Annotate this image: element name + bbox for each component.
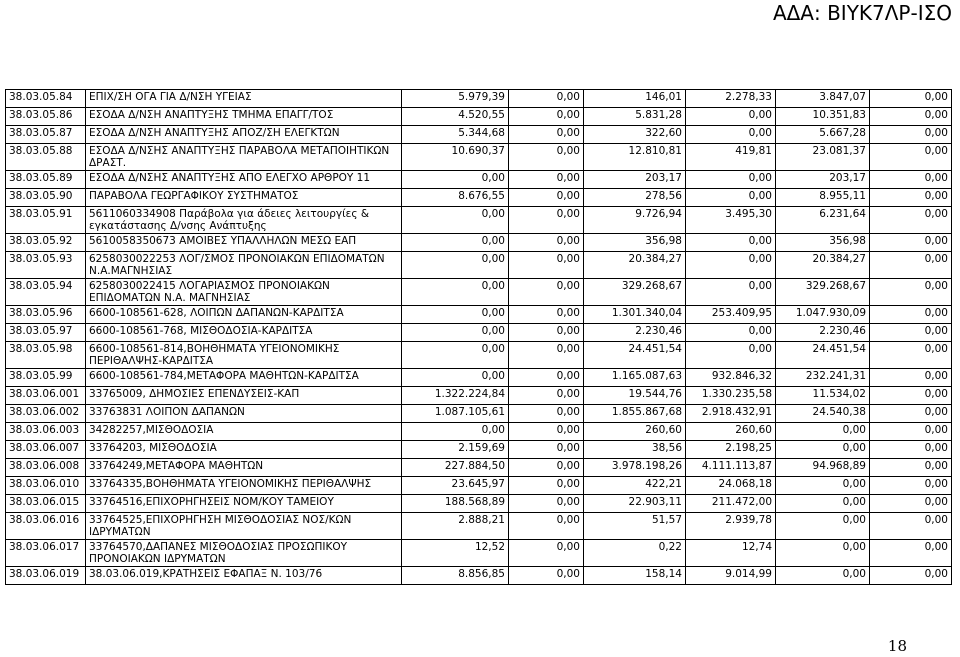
remainder-cell: 0,00 bbox=[870, 108, 952, 126]
opening-balance-cell: 0,00 bbox=[402, 342, 509, 369]
accounts-table-body bbox=[6, 90, 952, 585]
closing-balance-cell: 2.230,46 bbox=[776, 324, 870, 342]
debit-2-cell: 0,00 bbox=[686, 324, 776, 342]
remainder-cell: 0,00 bbox=[870, 126, 952, 144]
table-row bbox=[6, 540, 952, 567]
description-cell: 38.03.06.019,ΚΡΑΤΗΣΕΙΣ ΕΦΑΠΑΞ Ν. 103/76 bbox=[86, 567, 402, 585]
accounts-table-container bbox=[5, 89, 951, 585]
description-cell: 6258030022415 ΛΟΓΑΡΙΑΣΜΟΣ ΠΡΟΝΟΙΑΚΩΝ ΕΠΙΔΟΜΑΤΩΝ Ν.Α. ΜΑΓΝΗΣΙΑΣ bbox=[86, 279, 402, 306]
remainder-cell: 0,00 bbox=[870, 459, 952, 477]
remainder-cell: 0,00 bbox=[870, 441, 952, 459]
closing-balance-cell: 0,00 bbox=[776, 513, 870, 540]
remainder-cell: 0,00 bbox=[870, 369, 952, 387]
remainder-cell: 0,00 bbox=[870, 252, 952, 279]
debit-2-cell: 932.846,32 bbox=[686, 369, 776, 387]
description-cell: 5610058350673 ΑΜΟΙΒΕΣ ΥΠΑΛΛΗΛΩΝ ΜΕΣΩ ΕΑΠ bbox=[86, 234, 402, 252]
closing-balance-cell: 0,00 bbox=[776, 441, 870, 459]
remainder-cell: 0,00 bbox=[870, 387, 952, 405]
table-row bbox=[6, 144, 952, 171]
credit-1-cell: 22.903,11 bbox=[584, 495, 686, 513]
debit-2-cell: 0,00 bbox=[686, 189, 776, 207]
opening-balance-cell: 0,00 bbox=[402, 171, 509, 189]
table-row bbox=[6, 477, 952, 495]
closing-balance-cell: 24.540,38 bbox=[776, 405, 870, 423]
account-code-cell: 38.03.05.92 bbox=[6, 234, 86, 252]
description-cell: ΕΣΟΔΑ Δ/ΝΣΗ ΑΝΑΠΤΥΞΗΣ ΑΠΟΖ/ΣΗ ΕΛΕΓΚΤΩΝ bbox=[86, 126, 402, 144]
debit-1-cell: 0,00 bbox=[509, 387, 584, 405]
account-code-cell: 38.03.06.016 bbox=[6, 513, 86, 540]
opening-balance-cell: 4.520,55 bbox=[402, 108, 509, 126]
table-row bbox=[6, 423, 952, 441]
debit-1-cell: 0,00 bbox=[509, 513, 584, 540]
opening-balance-cell: 227.884,50 bbox=[402, 459, 509, 477]
closing-balance-cell: 0,00 bbox=[776, 540, 870, 567]
opening-balance-cell: 188.568,89 bbox=[402, 495, 509, 513]
debit-1-cell: 0,00 bbox=[509, 540, 584, 567]
account-code-cell: 38.03.06.010 bbox=[6, 477, 86, 495]
description-cell: 5611060334908 Παράβολα για άδειες λειτουργίες & εγκατάστασης Δ/νσης Ανάπτυξης bbox=[86, 207, 402, 234]
table-row bbox=[6, 252, 952, 279]
debit-1-cell: 0,00 bbox=[509, 171, 584, 189]
description-cell: 33763831 ΛΟΙΠΟΝ ΔΑΠΑΝΩΝ bbox=[86, 405, 402, 423]
remainder-cell: 0,00 bbox=[870, 495, 952, 513]
table-row bbox=[6, 441, 952, 459]
accounts-table bbox=[5, 89, 952, 585]
remainder-cell: 0,00 bbox=[870, 306, 952, 324]
debit-1-cell: 0,00 bbox=[509, 234, 584, 252]
opening-balance-cell: 1.322.224,84 bbox=[402, 387, 509, 405]
closing-balance-cell: 3.847,07 bbox=[776, 90, 870, 108]
description-cell: ΕΣΟΔΑ Δ/ΝΣΗΣ ΑΝΑΠΤΥΞΗΣ ΠΑΡΑΒΟΛΑ ΜΕΤΑΠΟΙΗΤΙΚΩΝ ΔΡΑΣΤ. bbox=[86, 144, 402, 171]
description-cell: ΠΑΡΑΒΟΛΑ ΓΕΩΡΓΑΦΙΚΟΥ ΣΥΣΤΗΜΑΤΟΣ bbox=[86, 189, 402, 207]
credit-1-cell: 5.831,28 bbox=[584, 108, 686, 126]
credit-1-cell: 9.726,94 bbox=[584, 207, 686, 234]
credit-1-cell: 356,98 bbox=[584, 234, 686, 252]
opening-balance-cell: 0,00 bbox=[402, 234, 509, 252]
remainder-cell: 0,00 bbox=[870, 342, 952, 369]
closing-balance-cell: 0,00 bbox=[776, 477, 870, 495]
credit-1-cell: 19.544,76 bbox=[584, 387, 686, 405]
opening-balance-cell: 10.690,37 bbox=[402, 144, 509, 171]
description-cell: ΕΠΙΧ/ΣΗ ΟΓΑ ΓΙΑ Δ/ΝΣΗ ΥΓΕΙΑΣ bbox=[86, 90, 402, 108]
debit-1-cell: 0,00 bbox=[509, 495, 584, 513]
debit-1-cell: 0,00 bbox=[509, 405, 584, 423]
debit-2-cell: 0,00 bbox=[686, 126, 776, 144]
account-code-cell: 38.03.06.019 bbox=[6, 567, 86, 585]
debit-1-cell: 0,00 bbox=[509, 189, 584, 207]
table-row bbox=[6, 306, 952, 324]
closing-balance-cell: 356,98 bbox=[776, 234, 870, 252]
account-code-cell: 38.03.05.87 bbox=[6, 126, 86, 144]
debit-2-cell: 0,00 bbox=[686, 279, 776, 306]
debit-2-cell: 4.111.113,87 bbox=[686, 459, 776, 477]
table-row bbox=[6, 90, 952, 108]
closing-balance-cell: 1.047.930,09 bbox=[776, 306, 870, 324]
account-code-cell: 38.03.06.002 bbox=[6, 405, 86, 423]
debit-2-cell: 0,00 bbox=[686, 342, 776, 369]
account-code-cell: 38.03.05.96 bbox=[6, 306, 86, 324]
credit-1-cell: 278,56 bbox=[584, 189, 686, 207]
table-row bbox=[6, 108, 952, 126]
description-cell: 33764516,ΕΠΙΧΟΡΗΓΗΣΕΙΣ ΝΟΜ/ΚΟΥ ΤΑΜΕΙΟΥ bbox=[86, 495, 402, 513]
debit-2-cell: 2.918.432,91 bbox=[686, 405, 776, 423]
opening-balance-cell: 0,00 bbox=[402, 423, 509, 441]
debit-1-cell: 0,00 bbox=[509, 441, 584, 459]
table-row bbox=[6, 207, 952, 234]
credit-1-cell: 422,21 bbox=[584, 477, 686, 495]
debit-1-cell: 0,00 bbox=[509, 324, 584, 342]
debit-1-cell: 0,00 bbox=[509, 369, 584, 387]
credit-1-cell: 1.855.867,68 bbox=[584, 405, 686, 423]
opening-balance-cell: 23.645,97 bbox=[402, 477, 509, 495]
closing-balance-cell: 94.968,89 bbox=[776, 459, 870, 477]
description-cell: ΕΣΟΔΑ Δ/ΝΣΗΣ ΑΝΑΠΤΥΞΗΣ ΑΠΟ ΕΛΕΓΧΟ ΑΡΘΡΟΥ 11 bbox=[86, 171, 402, 189]
debit-1-cell: 0,00 bbox=[509, 207, 584, 234]
remainder-cell: 0,00 bbox=[870, 189, 952, 207]
debit-2-cell: 0,00 bbox=[686, 234, 776, 252]
remainder-cell: 0,00 bbox=[870, 540, 952, 567]
debit-2-cell: 419,81 bbox=[686, 144, 776, 171]
table-row bbox=[6, 387, 952, 405]
description-cell: ΕΣΟΔΑ Δ/ΝΣΗ ΑΝΑΠΤΥΞΗΣ ΤΜΗΜΑ ΕΠΑΓΓ/ΤΟΣ bbox=[86, 108, 402, 126]
remainder-cell: 0,00 bbox=[870, 207, 952, 234]
account-code-cell: 38.03.06.003 bbox=[6, 423, 86, 441]
remainder-cell: 0,00 bbox=[870, 324, 952, 342]
account-code-cell: 38.03.05.84 bbox=[6, 90, 86, 108]
table-row bbox=[6, 324, 952, 342]
closing-balance-cell: 0,00 bbox=[776, 567, 870, 585]
remainder-cell: 0,00 bbox=[870, 171, 952, 189]
debit-2-cell: 211.472,00 bbox=[686, 495, 776, 513]
account-code-cell: 38.03.05.90 bbox=[6, 189, 86, 207]
table-row bbox=[6, 495, 952, 513]
debit-1-cell: 0,00 bbox=[509, 108, 584, 126]
closing-balance-cell: 11.534,02 bbox=[776, 387, 870, 405]
opening-balance-cell: 0,00 bbox=[402, 306, 509, 324]
debit-2-cell: 1.330.235,58 bbox=[686, 387, 776, 405]
closing-balance-cell: 0,00 bbox=[776, 423, 870, 441]
account-code-cell: 38.03.05.94 bbox=[6, 279, 86, 306]
opening-balance-cell: 8.676,55 bbox=[402, 189, 509, 207]
remainder-cell: 0,00 bbox=[870, 477, 952, 495]
description-cell: 6600-108561-814,ΒΟΗΘΗΜΑΤΑ ΥΓΕΙΟΝΟΜΙΚΗΣ ΠΕΡΙΘΑΛΨΗΣ-ΚΑΡΔΙΤΣΑ bbox=[86, 342, 402, 369]
debit-2-cell: 3.495,30 bbox=[686, 207, 776, 234]
credit-1-cell: 2.230,46 bbox=[584, 324, 686, 342]
debit-1-cell: 0,00 bbox=[509, 459, 584, 477]
account-code-cell: 38.03.06.015 bbox=[6, 495, 86, 513]
debit-1-cell: 0,00 bbox=[509, 306, 584, 324]
table-row bbox=[6, 171, 952, 189]
remainder-cell: 0,00 bbox=[870, 234, 952, 252]
closing-balance-cell: 20.384,27 bbox=[776, 252, 870, 279]
account-code-cell: 38.03.05.91 bbox=[6, 207, 86, 234]
debit-2-cell: 0,00 bbox=[686, 252, 776, 279]
debit-1-cell: 0,00 bbox=[509, 477, 584, 495]
closing-balance-cell: 232.241,31 bbox=[776, 369, 870, 387]
description-cell: 6600-108561-628, ΛΟΙΠΩΝ ΔΑΠΑΝΩΝ-ΚΑΡΔΙΤΣΑ bbox=[86, 306, 402, 324]
debit-1-cell: 0,00 bbox=[509, 567, 584, 585]
credit-1-cell: 158,14 bbox=[584, 567, 686, 585]
description-cell: 33765009, ΔΗΜΟΣΙΕΣ ΕΠΕΝΔΥΣΕΙΣ-ΚΑΠ bbox=[86, 387, 402, 405]
debit-2-cell: 2.278,33 bbox=[686, 90, 776, 108]
table-row bbox=[6, 189, 952, 207]
description-cell: 33764203, ΜΙΣΘΟΔΟΣΙΑ bbox=[86, 441, 402, 459]
debit-1-cell: 0,00 bbox=[509, 279, 584, 306]
opening-balance-cell: 1.087.105,61 bbox=[402, 405, 509, 423]
account-code-cell: 38.03.05.88 bbox=[6, 144, 86, 171]
closing-balance-cell: 8.955,11 bbox=[776, 189, 870, 207]
opening-balance-cell: 2.159,69 bbox=[402, 441, 509, 459]
closing-balance-cell: 6.231,64 bbox=[776, 207, 870, 234]
credit-1-cell: 146,01 bbox=[584, 90, 686, 108]
table-row bbox=[6, 126, 952, 144]
credit-1-cell: 51,57 bbox=[584, 513, 686, 540]
table-row bbox=[6, 342, 952, 369]
account-code-cell: 38.03.05.99 bbox=[6, 369, 86, 387]
opening-balance-cell: 8.856,85 bbox=[402, 567, 509, 585]
remainder-cell: 0,00 bbox=[870, 423, 952, 441]
table-row bbox=[6, 459, 952, 477]
description-cell: 33764249,ΜΕΤΑΦΟΡΑ ΜΑΘΗΤΩΝ bbox=[86, 459, 402, 477]
remainder-cell: 0,00 bbox=[870, 144, 952, 171]
description-cell: 33764335,ΒΟΗΘΗΜΑΤΑ ΥΓΕΙΟΝΟΜΙΚΗΣ ΠΕΡΙΘΑΛΨΗΣ bbox=[86, 477, 402, 495]
credit-1-cell: 329.268,67 bbox=[584, 279, 686, 306]
opening-balance-cell: 0,00 bbox=[402, 252, 509, 279]
account-code-cell: 38.03.06.001 bbox=[6, 387, 86, 405]
account-code-cell: 38.03.05.89 bbox=[6, 171, 86, 189]
debit-1-cell: 0,00 bbox=[509, 126, 584, 144]
closing-balance-cell: 5.667,28 bbox=[776, 126, 870, 144]
debit-2-cell: 12,74 bbox=[686, 540, 776, 567]
table-row bbox=[6, 405, 952, 423]
account-code-cell: 38.03.05.98 bbox=[6, 342, 86, 369]
account-code-cell: 38.03.05.86 bbox=[6, 108, 86, 126]
opening-balance-cell: 5.344,68 bbox=[402, 126, 509, 144]
closing-balance-cell: 0,00 bbox=[776, 495, 870, 513]
credit-1-cell: 322,60 bbox=[584, 126, 686, 144]
credit-1-cell: 203,17 bbox=[584, 171, 686, 189]
opening-balance-cell: 5.979,39 bbox=[402, 90, 509, 108]
description-cell: 6258030022253 ΛΟΓ/ΣΜΟΣ ΠΡΟΝΟΙΑΚΩΝ ΕΠΙΔΟΜΑΤΩΝ Ν.Α.ΜΑΓΝΗΣΙΑΣ bbox=[86, 252, 402, 279]
description-cell: 6600-108561-784,ΜΕΤΑΦΟΡΑ ΜΑΘΗΤΩΝ-ΚΑΡΔΙΤΣΑ bbox=[86, 369, 402, 387]
description-cell: 33764570,ΔΑΠΑΝΕΣ ΜΙΣΘΟΔΟΣΙΑΣ ΠΡΟΣΩΠΙΚΟΥ ΠΡΟΝΟΙΑΚΩΝ ΙΔΡΥΜΑΤΩΝ bbox=[86, 540, 402, 567]
debit-2-cell: 253.409,95 bbox=[686, 306, 776, 324]
table-row bbox=[6, 279, 952, 306]
account-code-cell: 38.03.06.008 bbox=[6, 459, 86, 477]
debit-1-cell: 0,00 bbox=[509, 423, 584, 441]
credit-1-cell: 1.301.340,04 bbox=[584, 306, 686, 324]
debit-2-cell: 2.939,78 bbox=[686, 513, 776, 540]
remainder-cell: 0,00 bbox=[870, 279, 952, 306]
debit-1-cell: 0,00 bbox=[509, 90, 584, 108]
closing-balance-cell: 10.351,83 bbox=[776, 108, 870, 126]
table-row bbox=[6, 567, 952, 585]
debit-2-cell: 24.068,18 bbox=[686, 477, 776, 495]
opening-balance-cell: 2.888,21 bbox=[402, 513, 509, 540]
debit-1-cell: 0,00 bbox=[509, 342, 584, 369]
description-cell: 34282257,ΜΙΣΘΟΔΟΣΙΑ bbox=[86, 423, 402, 441]
account-code-cell: 38.03.06.017 bbox=[6, 540, 86, 567]
credit-1-cell: 20.384,27 bbox=[584, 252, 686, 279]
table-row bbox=[6, 369, 952, 387]
document-id: ΑΔΑ: ΒΙΥΚ7ΛΡ-ΙΣΟ bbox=[772, 1, 952, 25]
table-row bbox=[6, 513, 952, 540]
debit-2-cell: 0,00 bbox=[686, 108, 776, 126]
account-code-cell: 38.03.05.93 bbox=[6, 252, 86, 279]
opening-balance-cell: 0,00 bbox=[402, 369, 509, 387]
account-code-cell: 38.03.06.007 bbox=[6, 441, 86, 459]
debit-2-cell: 0,00 bbox=[686, 171, 776, 189]
opening-balance-cell: 0,00 bbox=[402, 324, 509, 342]
opening-balance-cell: 0,00 bbox=[402, 207, 509, 234]
description-cell: 6600-108561-768, ΜΙΣΘΟΔΟΣΙΑ-ΚΑΡΔΙΤΣΑ bbox=[86, 324, 402, 342]
opening-balance-cell: 0,00 bbox=[402, 279, 509, 306]
debit-1-cell: 0,00 bbox=[509, 252, 584, 279]
closing-balance-cell: 203,17 bbox=[776, 171, 870, 189]
credit-1-cell: 3.978.198,26 bbox=[584, 459, 686, 477]
closing-balance-cell: 23.081,37 bbox=[776, 144, 870, 171]
remainder-cell: 0,00 bbox=[870, 90, 952, 108]
remainder-cell: 0,00 bbox=[870, 405, 952, 423]
credit-1-cell: 260,60 bbox=[584, 423, 686, 441]
description-cell: 33764525,ΕΠΙΧΟΡΗΓΗΣΗ ΜΙΣΘΟΔΟΣΙΑΣ ΝΟΣ/ΚΩΝ ΙΔΡΥΜΑΤΩΝ bbox=[86, 513, 402, 540]
page-number: 18 bbox=[887, 637, 907, 655]
remainder-cell: 0,00 bbox=[870, 567, 952, 585]
credit-1-cell: 0,22 bbox=[584, 540, 686, 567]
closing-balance-cell: 329.268,67 bbox=[776, 279, 870, 306]
debit-2-cell: 9.014,99 bbox=[686, 567, 776, 585]
opening-balance-cell: 12,52 bbox=[402, 540, 509, 567]
credit-1-cell: 12.810,81 bbox=[584, 144, 686, 171]
credit-1-cell: 24.451,54 bbox=[584, 342, 686, 369]
table-row bbox=[6, 234, 952, 252]
account-code-cell: 38.03.05.97 bbox=[6, 324, 86, 342]
remainder-cell: 0,00 bbox=[870, 513, 952, 540]
debit-2-cell: 2.198,25 bbox=[686, 441, 776, 459]
debit-2-cell: 260,60 bbox=[686, 423, 776, 441]
credit-1-cell: 38,56 bbox=[584, 441, 686, 459]
debit-1-cell: 0,00 bbox=[509, 144, 584, 171]
credit-1-cell: 1.165.087,63 bbox=[584, 369, 686, 387]
closing-balance-cell: 24.451,54 bbox=[776, 342, 870, 369]
